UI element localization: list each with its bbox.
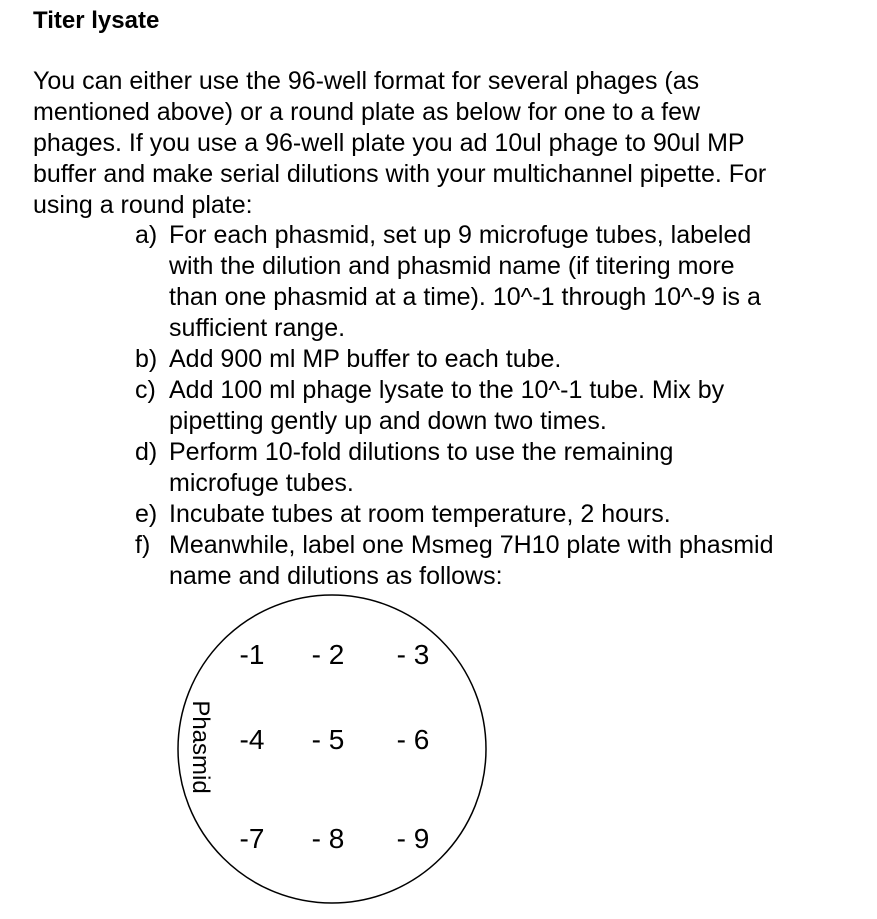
dilution-label: - 6: [396, 724, 430, 755]
step-marker: d): [135, 438, 158, 466]
phasmid-label: Phasmid: [187, 700, 214, 794]
step-line: For each phasmid, set up 9 microfuge tubes, labeled: [169, 221, 752, 249]
dilution-label: -1: [239, 639, 265, 670]
dilution-label: - 9: [396, 823, 430, 854]
section-heading: Titer lysate: [33, 7, 160, 34]
intro-line: using a round plate:: [33, 191, 253, 219]
step-line: Perform 10-fold dilutions to use the remaining: [169, 438, 674, 466]
step-line: microfuge tubes.: [169, 469, 354, 497]
intro-line: You can either use the 96-well format for several phages (as: [33, 67, 700, 95]
step-marker: c): [135, 376, 156, 404]
step-line: Meanwhile, label one Msmeg 7H10 plate with phasmid: [169, 531, 774, 559]
step-line: than one phasmid at a time). 10^-1 through 10^-9 is a: [169, 283, 761, 311]
intro-line: buffer and make serial dilutions with your multichannel pipette. For: [33, 160, 767, 188]
step-line: sufficient range.: [169, 314, 346, 342]
step-line: with the dilution and phasmid name (if titering more: [169, 252, 735, 280]
dilution-label: - 3: [396, 639, 430, 670]
step-marker: a): [135, 221, 158, 249]
dilution-label: - 8: [311, 823, 345, 854]
step-line: Incubate tubes at room temperature, 2 hours.: [169, 500, 671, 528]
step-line: Add 900 ml MP buffer to each tube.: [169, 345, 562, 373]
intro-line: phages. If you use a 96-well plate you ad 10ul phage to 90ul MP: [33, 129, 745, 157]
step-line: Add 100 ml phage lysate to the 10^-1 tube. Mix by: [169, 376, 725, 404]
intro-line: mentioned above) or a round plate as below for one to a few: [33, 98, 701, 126]
step-marker: b): [135, 345, 158, 373]
step-line: name and dilutions as follows:: [169, 562, 503, 590]
step-marker: f): [135, 531, 151, 559]
step-marker: e): [135, 500, 158, 528]
dilution-label: - 5: [311, 724, 345, 755]
dilution-label: -4: [239, 724, 265, 755]
dilution-label: -7: [239, 823, 265, 854]
dilution-label: - 2: [311, 639, 345, 670]
step-line: pipetting gently up and down two times.: [169, 407, 607, 435]
